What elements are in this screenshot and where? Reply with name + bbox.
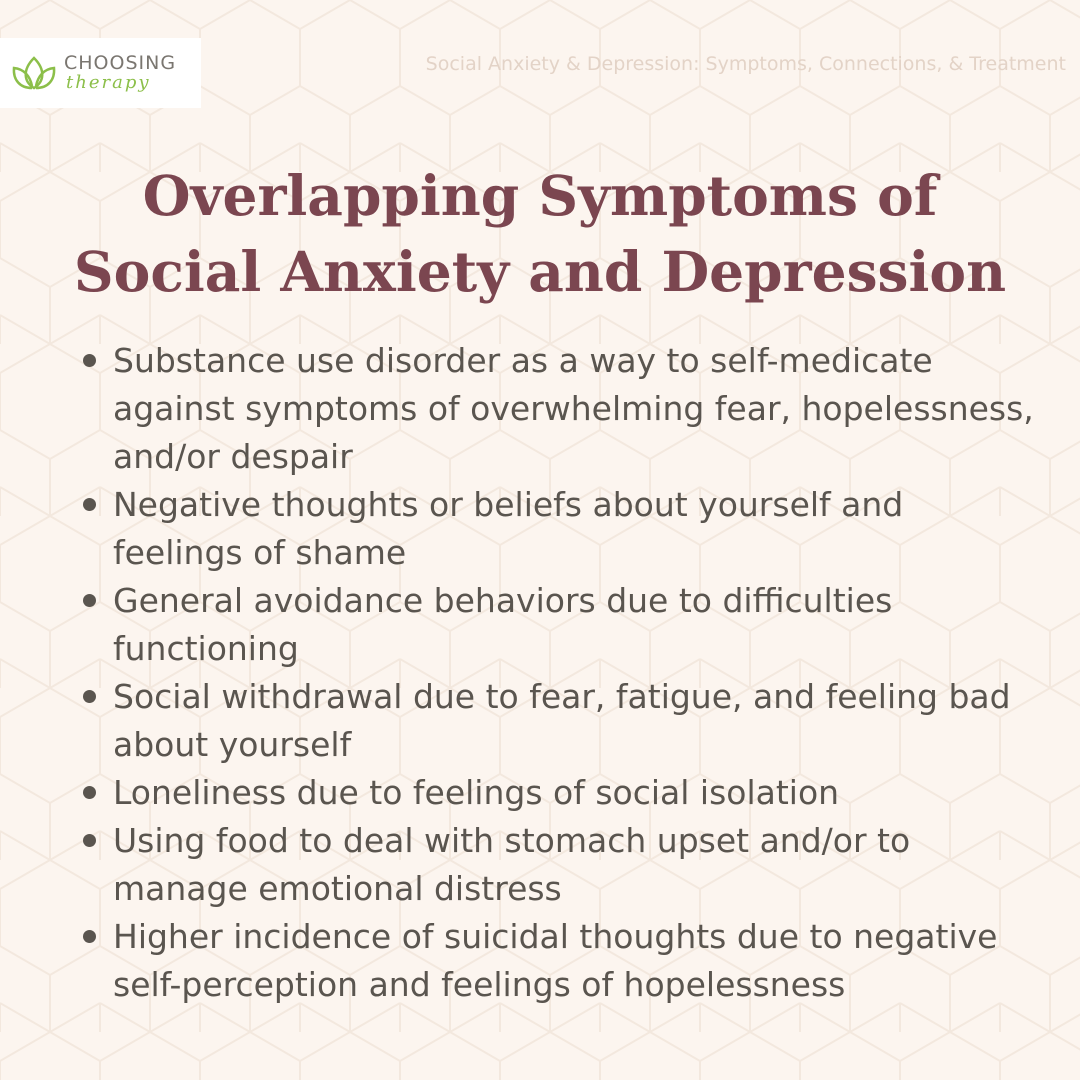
bullet-icon: [83, 930, 96, 943]
list-item: [81, 337, 1041, 481]
symptom-text: General avoidance behaviors due to difficulties functioning: [113, 581, 893, 668]
bullet-icon: [83, 594, 96, 607]
list-item: [81, 481, 1041, 577]
symptom-text: Using food to deal with stomach upset and/or to manage emotional distress: [113, 821, 911, 908]
bullet-icon: [83, 498, 96, 511]
brand-wordmark: CHOOSING: [64, 52, 177, 74]
brand-logo[interactable]: [0, 38, 201, 108]
bullet-icon: [83, 786, 96, 799]
list-item: [81, 817, 1041, 913]
title-line-1: Overlapping Symptoms of: [142, 163, 938, 228]
symptom-list: [81, 337, 1041, 1009]
bullet-icon: [83, 834, 96, 847]
article-subtitle: Social Anxiety & Depression: Symptoms, Connections, & Treatment: [425, 53, 1066, 75]
brand-tagline: therapy: [66, 72, 151, 93]
symptom-text: Loneliness due to feelings of social isolation: [113, 773, 840, 812]
symptom-text: Negative thoughts or beliefs about yourself and feelings of shame: [113, 485, 904, 572]
symptom-text: Social withdrawal due to fear, fatigue, and feeling bad about yourself: [113, 677, 1011, 764]
page-title: [0, 158, 1080, 310]
bullet-icon: [83, 690, 96, 703]
bullet-icon: [83, 354, 96, 367]
list-item: [81, 913, 1041, 1009]
lotus-leaf-icon: [10, 52, 58, 94]
list-item: [81, 769, 1041, 817]
list-item: [81, 577, 1041, 673]
title-line-2: Social Anxiety and Depression: [73, 239, 1007, 304]
symptom-text: Higher incidence of suicidal thoughts due to negative self-perception and feelings of hopelessness: [113, 917, 998, 1004]
list-item: [81, 673, 1041, 769]
symptom-text: Substance use disorder as a way to self-medicate against symptoms of overwhelming fear, hopelessness, and/or despair: [113, 341, 1034, 476]
